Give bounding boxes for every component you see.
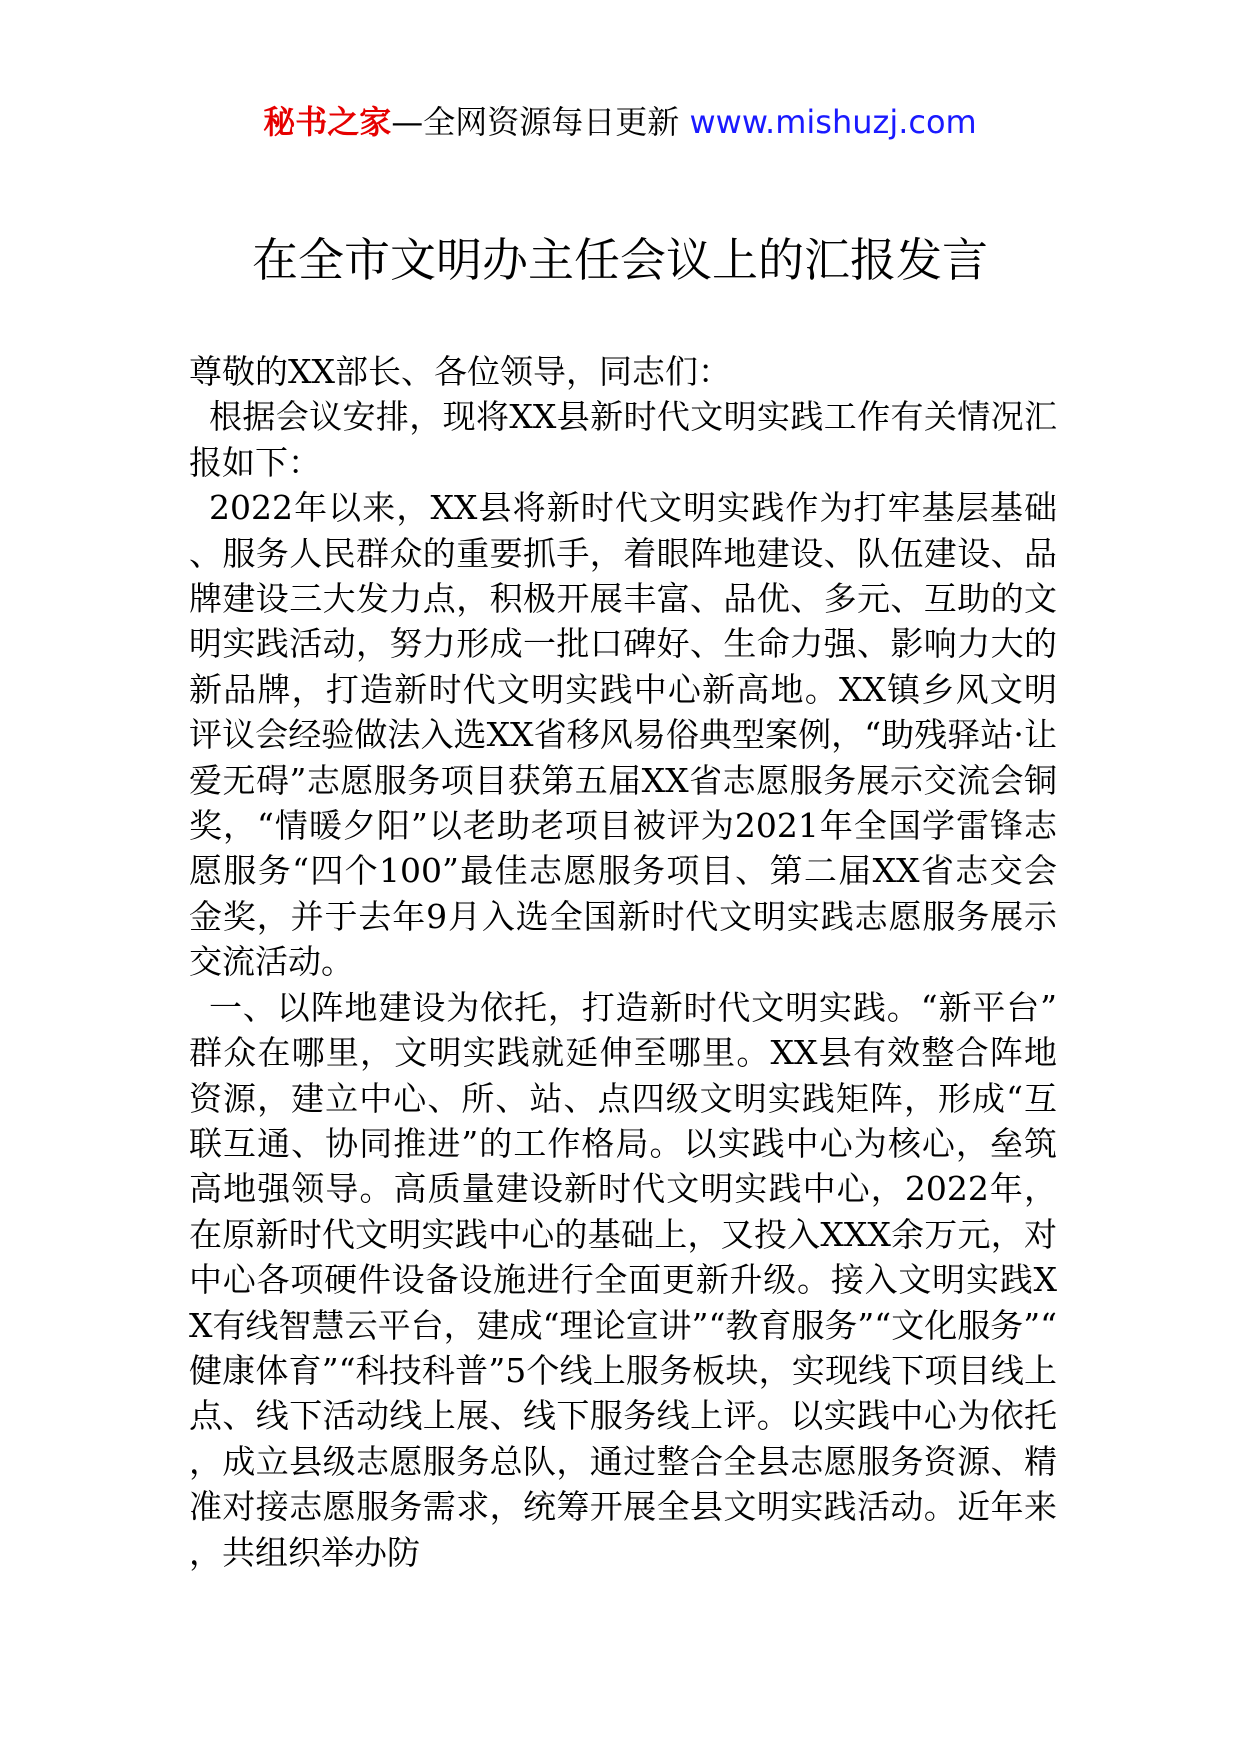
document-body [189,349,1057,1575]
paragraph: 根据会议安排，现将XX县新时代文明实践工作有关情况汇报如下： [189,397,1057,482]
salutation: 尊敬的XX部长、各位领导，同志们： [189,352,731,391]
brand-name: 秘书之家 [263,103,392,141]
header-slogan: —全网资源每日更新 [391,103,680,141]
site-header [0,100,1240,144]
section-heading: 一、以阵地建设为依托，打造新时代文明实践。 [209,987,921,1027]
section-text: “新平台”群众在哪里，文明实践就延伸至哪里。XX县有效整合阵地资源，建立中心、所、站、点四级文明实践矩阵，形成“互联互通、协同推进”的工作格局。以实践中心为核心，垒筑高地强领导。高质量建设新时代文明实践中心，2022年，在原新时代文明实践中心的基础上，又投入XXX余万元，对中心各项硬件设备设施进行全面更新升级。接入文明实践XX有线智慧云平台，建成“理论宣讲”“教育服务”“文化服务”“健康体育”“科技科普”5个线上服务板块，实现线下项目线上点、线下活动线上展、线下服务线上评。以实践中心为依托，成立县级志愿服务总队，通过整合全县志愿服务资源、精准对接志愿服务需求，统筹开展全县文明实践活动。近年来，共组织举办防 [189,987,1058,1572]
section-paragraph [189,985,1057,1575]
document-title: 在全市文明办主任会议上的汇报发言 [252,233,988,287]
paragraph: 2022年以来，XX县将新时代文明实践作为打牢基层基础、服务人民群众的重要抓手，着眼阵地建设、队伍建设、品牌建设三大发力点，积极开展丰富、品优、多元、互助的文明实践活动，努力形成一批口碑好、生命力强、影响力大的新品牌，打造新时代文明实践中心新高地。XX镇乡风文明评议会经验做法入选XX省移风易俗典型案例，“助残驿站·让爱无碍”志愿服务项目获第五届XX省志愿服务展示交流会铜奖，“情暖夕阳”以老助老项目被评为2021年全国学雷锋志愿服务“四个100”最佳志愿服务项目、第二届XX省志交会金奖，并于去年9月入选全国新时代文明实践志愿服务展示交流活动。 [189,488,1057,982]
site-url-link[interactable]: www.mishuzj.com [689,103,977,141]
